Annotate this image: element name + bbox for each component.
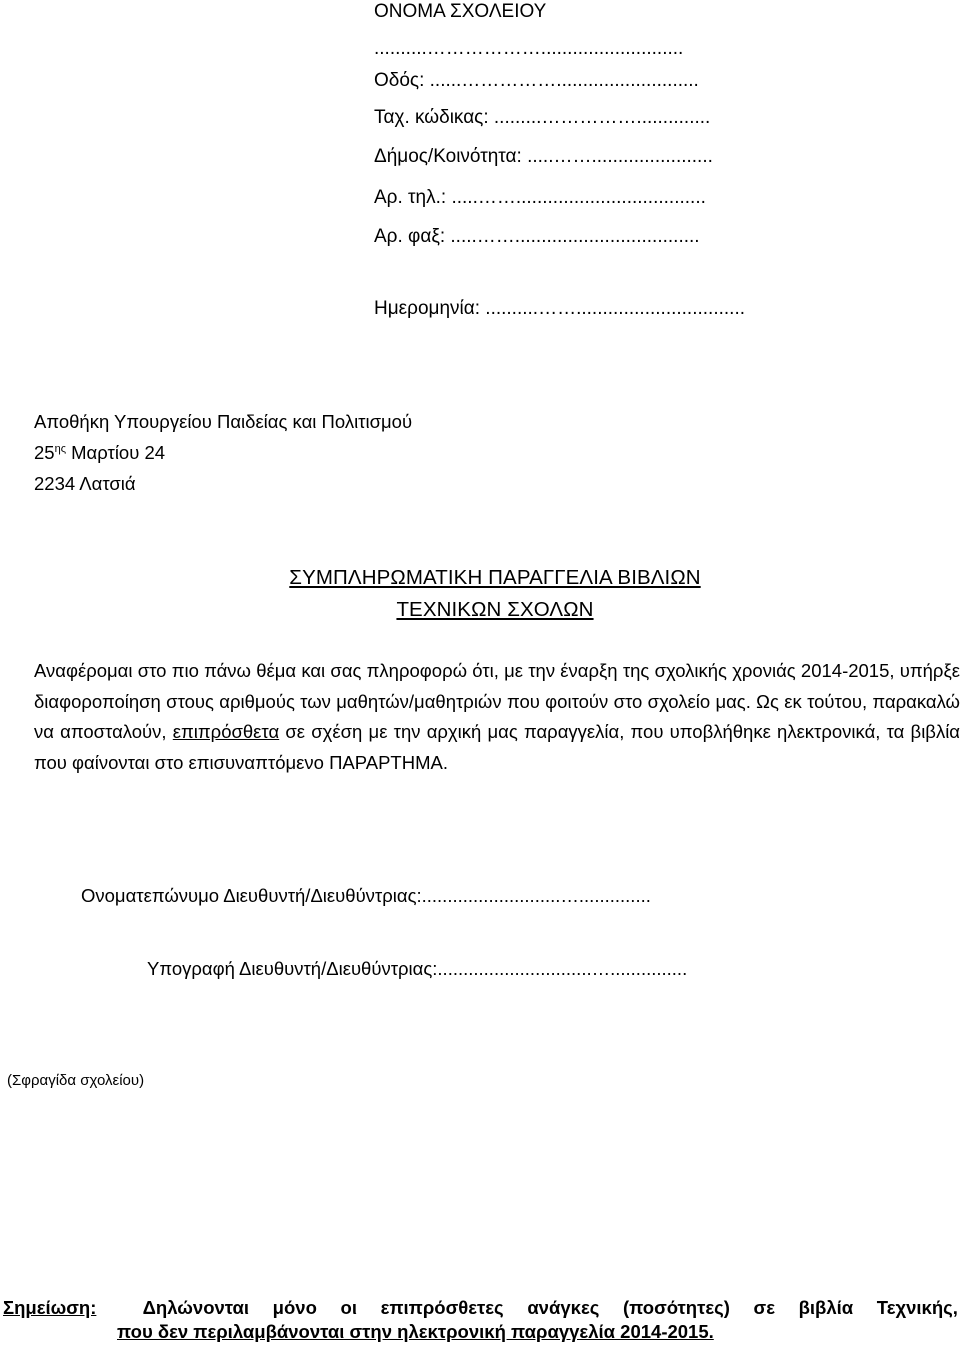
note-line2: που δεν περιλαμβάνονται στην ηλεκτρονική παραγγελία 2014-2015. [117,1321,714,1342]
recipient-street [34,441,165,465]
note-block [3,1296,958,1344]
date-field: Ημερομηνία: ..........……................................ [374,298,746,319]
school-name: ΟΝΟΜΑ ΣΧΟΛΕΙΟΥ [374,1,547,22]
body-text-part1: Αναφέρομαι στο πιο πάνω θέμα και σας πληροφορώ ότι, με την έναρξη της σχολικής χρονιάς 2014-2015, υπήρξε διαφοροποίηση στους αριθμούς των μαθητών/μαθητριών που φοιτούν στο σχολείο μας. Ως εκ τούτου, παρακαλώ να αποσταλούν, [34,660,960,742]
street-field: Οδός: ......……………........................... [374,70,699,91]
note-word: βιβλία [798,1297,854,1318]
note-word: σε [753,1297,775,1318]
document-title-line2: ΤΕΧΝΙΚΩΝ ΣΧΟΛΩΝ [396,598,594,621]
school-stamp-label: (Σφραγίδα σχολείου) [7,1072,145,1089]
postcode-field: Ταχ. κώδικας: .........…………….............. [374,107,711,128]
principal-signature-field: Υπογραφή Διευθυντή/Διευθύντριας:..............................…............... [147,958,688,979]
street-name: Μαρτίου 24 [66,442,166,463]
note-word: μόνο [272,1297,317,1318]
fax-field: Αρ. φαξ: .....……................................... [374,226,700,247]
note-word: οι [340,1297,357,1318]
note-line1 [3,1296,958,1320]
note-word: Δηλώνονται [142,1297,250,1318]
principal-name-field: Ονοματεπώνυμο Διευθυντή/Διευθύντριας:...........................….............. [81,885,651,906]
recipient-city: 2234 Λατσιά [34,473,136,494]
note-word: Τεχνικής, [876,1297,958,1318]
body-paragraph [34,656,960,778]
street-number: 25 [34,442,55,463]
ordinal-suffix: ης [54,443,66,455]
body-text-part2: σε σχέση με την αρχική μας παραγγελία, που υποβλήθηκε ηλεκτρονικά, τα βιβλία που φαίνονται στο επισυναπτόμενο ΠΑΡΑΡΤΗΜΑ. [34,721,960,773]
phone-field: Αρ. τηλ.: .....…….................................... [374,187,706,208]
municipality-field: Δήμος/Κοινότητα: .....……....................... [374,146,713,167]
note-word: (ποσότητες) [622,1297,730,1318]
note-word: επιπρόσθετες [380,1297,504,1318]
recipient-name: Αποθήκη Υπουργείου Παιδείας και Πολιτισμού [34,411,413,432]
body-underlined-word: επιπρόσθετα [172,721,280,742]
note-label: Σημείωση: [3,1297,97,1318]
school-name-field: ..........………………........................... [374,38,684,59]
note-word: ανάγκες [527,1297,600,1318]
document-title-line1: ΣΥΜΠΛΗΡΩΜΑΤΙΚΗ ΠΑΡΑΓΓΕΛΙΑ ΒΙΒΛΙΩΝ [289,566,701,589]
